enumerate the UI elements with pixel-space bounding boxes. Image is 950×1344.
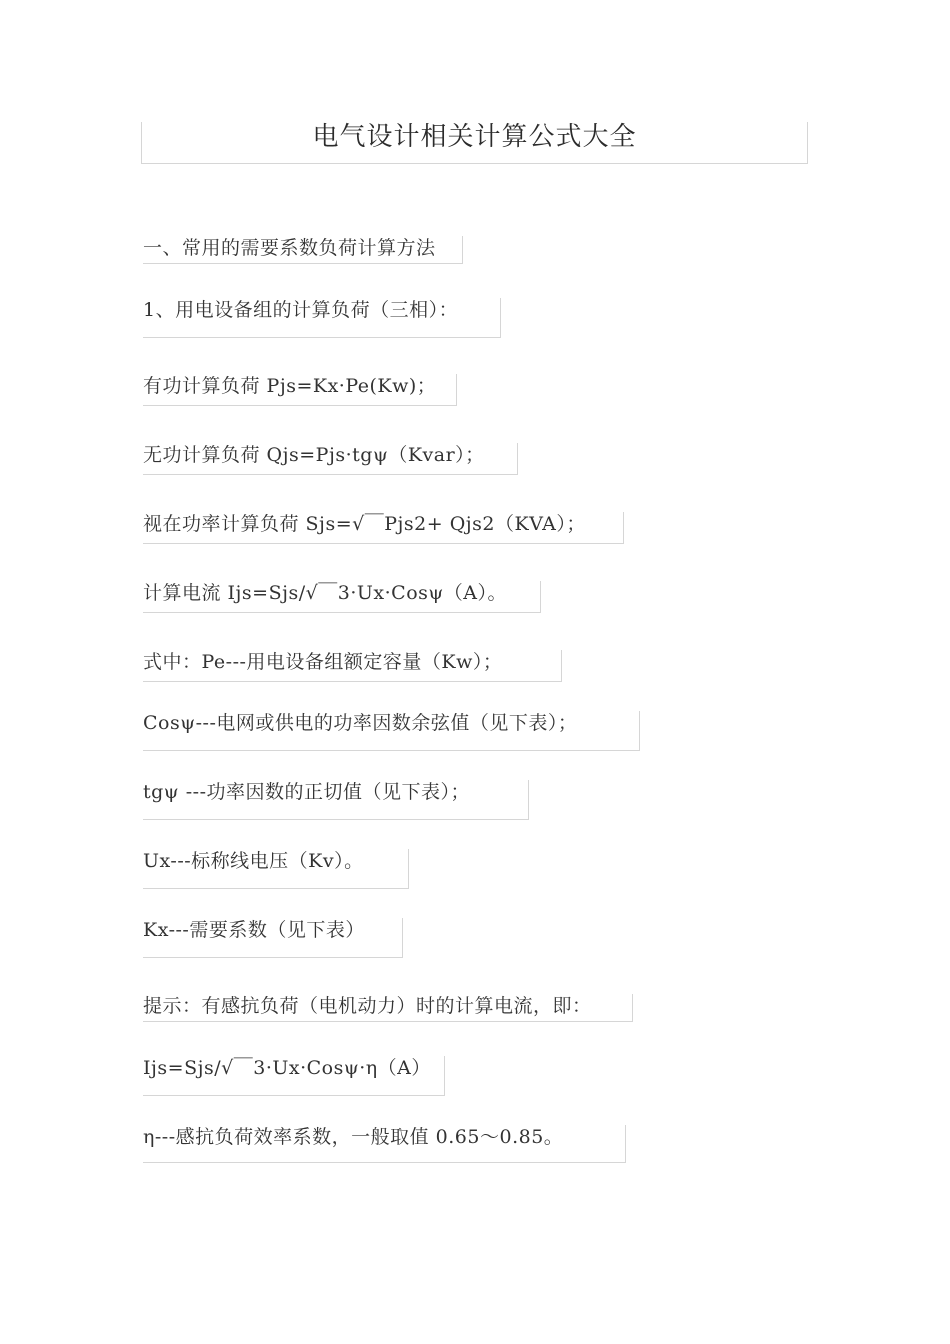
- definition-cos: Cosψ---电网或供电的功率因数余弦值（见下表）；: [143, 711, 640, 751]
- definition-ux: Ux---标称线电压（Kv）。: [143, 849, 409, 889]
- definition-kx: Kx---需要系数（见下表）: [143, 918, 403, 958]
- document-title: 电气设计相关计算公式大全: [312, 122, 637, 152]
- definition-tg: tgψ ---功率因数的正切值（见下表）；: [143, 780, 529, 820]
- tip-line: 提示：有感抗负荷（电机动力）时的计算电流，即：: [143, 994, 633, 1022]
- formula-active-load: 有功计算负荷 Pjs=Kx·Pe(Kw)；: [143, 374, 457, 406]
- subsection-heading: 1、用电设备组的计算负荷（三相）：: [143, 298, 501, 338]
- section-heading: 一、常用的需要系数负荷计算方法: [143, 236, 463, 264]
- definition-pe: 式中：Pe---用电设备组额定容量（Kw）；: [143, 650, 562, 682]
- formula-current: 计算电流 Ijs=Sjs/√￣3·Ux·Cosψ（A）。: [143, 581, 541, 613]
- formula-inductive-current: Ijs=Sjs/√￣3·Ux·Cosψ·η（A）: [143, 1056, 445, 1096]
- definition-eta: η---感抗负荷效率系数，一般取值 0.65～0.85。: [143, 1125, 626, 1163]
- title-box: [141, 122, 808, 164]
- formula-apparent-power: 视在功率计算负荷 Sjs=√￣Pjs2+ Qjs2（KVA）；: [143, 512, 624, 544]
- formula-reactive-load: 无功计算负荷 Qjs=Pjs·tgψ（Kvar）；: [143, 443, 518, 475]
